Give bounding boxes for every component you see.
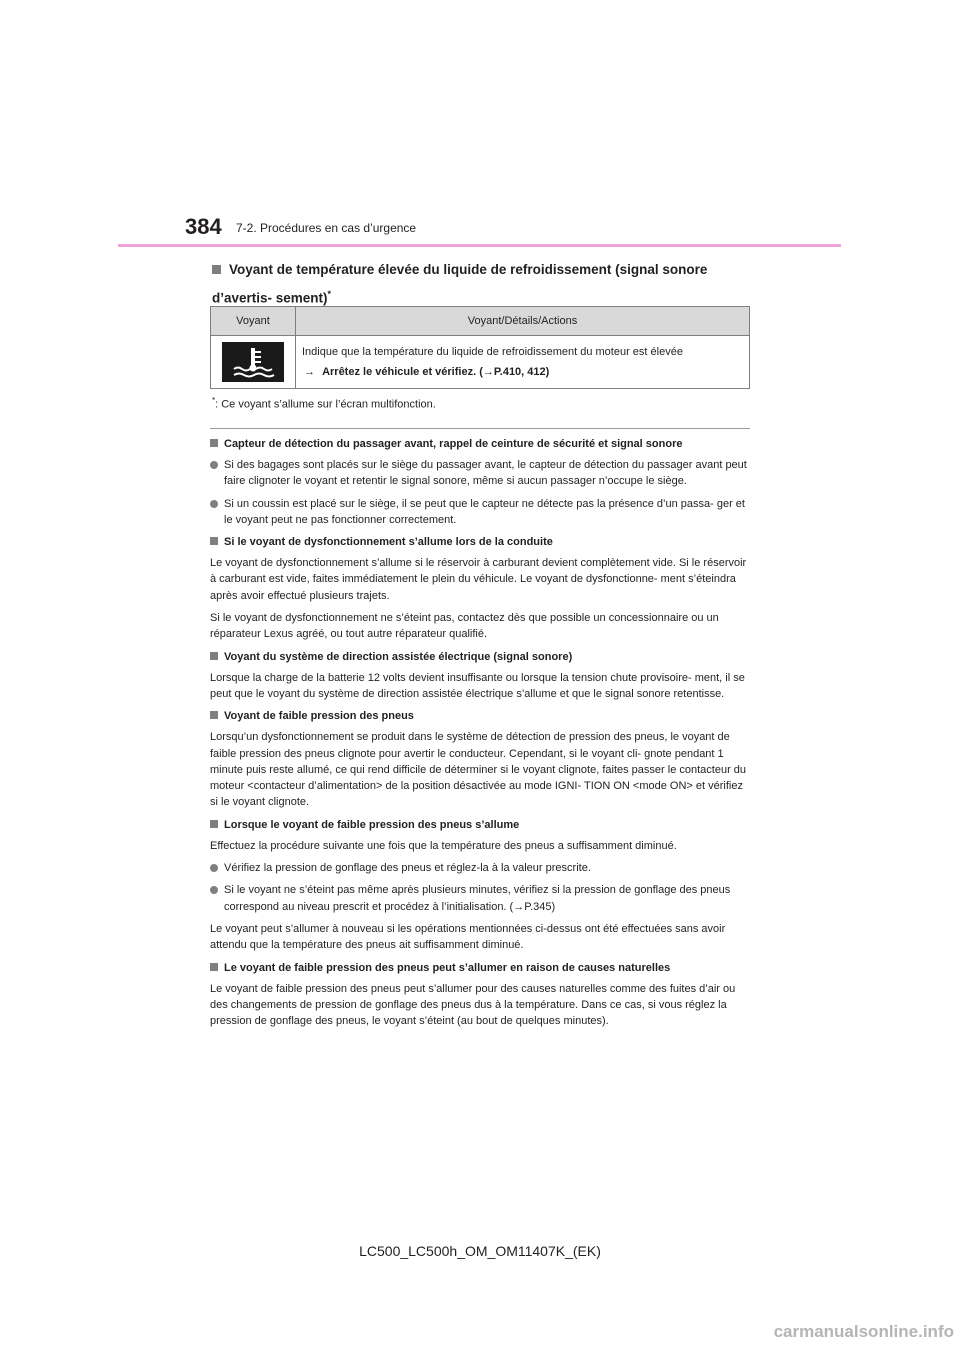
section-title: Voyant de faible pression des pneus [210,708,750,724]
arrow-icon: → [304,366,315,378]
main-heading [212,258,757,311]
paragraph: Le voyant peut s’allumer à nouveau si les opérations mentionnées ci-dessus ont été effectuées sans avoir attendu que la température des pneus ait suffisamment diminué. [210,922,726,952]
footnote-text: : Ce voyant s’allume sur l’écran multifonction. [215,398,436,411]
table-row [211,336,750,389]
section-divider [210,428,750,429]
square-bullet-icon [210,711,218,719]
table-header-row [211,307,750,336]
header-rule [118,244,841,247]
paragraph: Lorsque la charge de la batterie 12 volts devient insuffisante ou lorsque la tension chute provisoire- ment, il se peut que le voyant du système de direction assistée électrique s’allume et que le signal sonore retentisse. [210,671,745,700]
description-cell [296,336,750,389]
paragraph: Si le voyant de dysfonctionnement ne s’éteint pas, contactez dès que possible un concessionnaire ou un réparateur Lexus agréé, ou tout autre réparateur qualifié. [210,612,719,641]
icon-cell [211,336,296,389]
section-malfunction-light [210,534,750,642]
square-bullet-icon [210,652,218,660]
main-heading-text: Voyant de température élevée du liquide de refroidissement (signal sonore d’avertis- sement) [212,262,708,306]
square-bullet-icon [212,265,221,274]
section-tire-pressure-natural [210,960,750,1030]
round-bullet-icon [210,500,218,508]
warning-action [302,362,743,382]
paragraph: Le voyant de faible pression des pneus peut s’allumer pour des causes naturelles comme des fuites d’air ou des changements de pression de gonflage des pneus dus à la température. Dans ce cas, si vous réglez la pression de gonflage des pneus, le voyant s’éteint (au bout de quelques minutes). [210,982,736,1028]
paragraph: Lorsqu’un dysfonctionnement se produit dans le système de détection de pression des pneus, le voyant de faible pression des pneus clignote pour avertir le conducteur. Cependant, si le voyant cli- gnote pendant 1 minute puis reste allumé, ce qui rend difficile de déterminer si le voyant clignote, faites passer le contacteur du moteur <contacteur d’alimentation> de la position désactivée au mode IGNI- TION ON <mode ON> et vérifiez si le voyant clignote. [210,731,747,809]
page-number: 384 [185,214,222,239]
round-bullet-icon [210,461,218,469]
section-passenger-sensor [210,436,750,528]
section-tire-pressure-on [210,817,750,954]
round-bullet-icon [210,886,218,894]
section-power-steering [210,649,750,703]
section-title: Capteur de détection du passager avant, rappel de ceinture de sécurité et signal sonore [210,436,750,452]
content [210,436,750,1035]
paragraph: Effectuez la procédure suivante une fois que la température des pneus a suffisamment diminué. [210,839,677,852]
footnote-asterisk: * [212,396,216,405]
list-item: Vérifiez la pression de gonflage des pneus et réglez-la à la valeur prescrite. [210,860,750,876]
list-item: Si un coussin est placé sur le siège, il se peut que le capteur ne détecte pas la présence d’un passa- ger et le voyant peut ne pas fonctionner correctement. [210,496,750,529]
section-title: Le voyant de faible pression des pneus peut s’allumer en raison de causes naturelles [210,960,750,976]
section-title: Lorsque le voyant de faible pression des pneus s’allume [210,817,750,833]
coolant-temperature-icon [222,342,284,382]
table-header-details: Voyant/Détails/Actions [296,307,750,336]
section-tire-pressure [210,708,750,810]
table-header-voyant: Voyant [211,307,296,336]
round-bullet-icon [210,864,218,872]
chapter-title: 7-2. Procédures en cas d’urgence [236,221,417,235]
square-bullet-icon [210,963,218,971]
warning-light-table [210,306,750,389]
square-bullet-icon [210,537,218,545]
warning-description: Indique que la température du liquide de refroidissement du moteur est élevée [302,346,683,358]
list-item: Si des bagages sont placés sur le siège du passager avant, le capteur de détection du passager avant peut faire clignoter le voyant et retentir le signal sonore, même si aucun passager n’occupe le siège. [210,457,750,490]
list-item: Si le voyant ne s’éteint pas même après plusieurs minutes, vérifiez si la pression de gonflage des pneus correspond au niveau prescrit et procédez à l’initialisation. (→P.345) [210,882,750,915]
footnote-mark: * [327,289,332,299]
document-code: LC500_LC500h_OM_OM11407K_(EK) [359,1243,601,1259]
square-bullet-icon [210,820,218,828]
section-title: Voyant du système de direction assistée électrique (signal sonore) [210,649,750,665]
square-bullet-icon [210,439,218,447]
footnote [212,396,436,411]
action-text: Arrêtez le véhicule et vérifiez. (→P.410, 412) [322,366,550,378]
watermark: carmanualsonline.info [773,1322,954,1341]
paragraph: Le voyant de dysfonctionnement s’allume si le réservoir à carburant devient complètement vide. Si le réservoir à carburant est vide, faites immédiatement le plein du véhicule. Le voyant de dysfonctionne- ment s’éteindra après avoir effectué plusieurs trajets. [210,557,747,602]
section-title: Si le voyant de dysfonctionnement s’allume lors de la conduite [210,534,750,550]
